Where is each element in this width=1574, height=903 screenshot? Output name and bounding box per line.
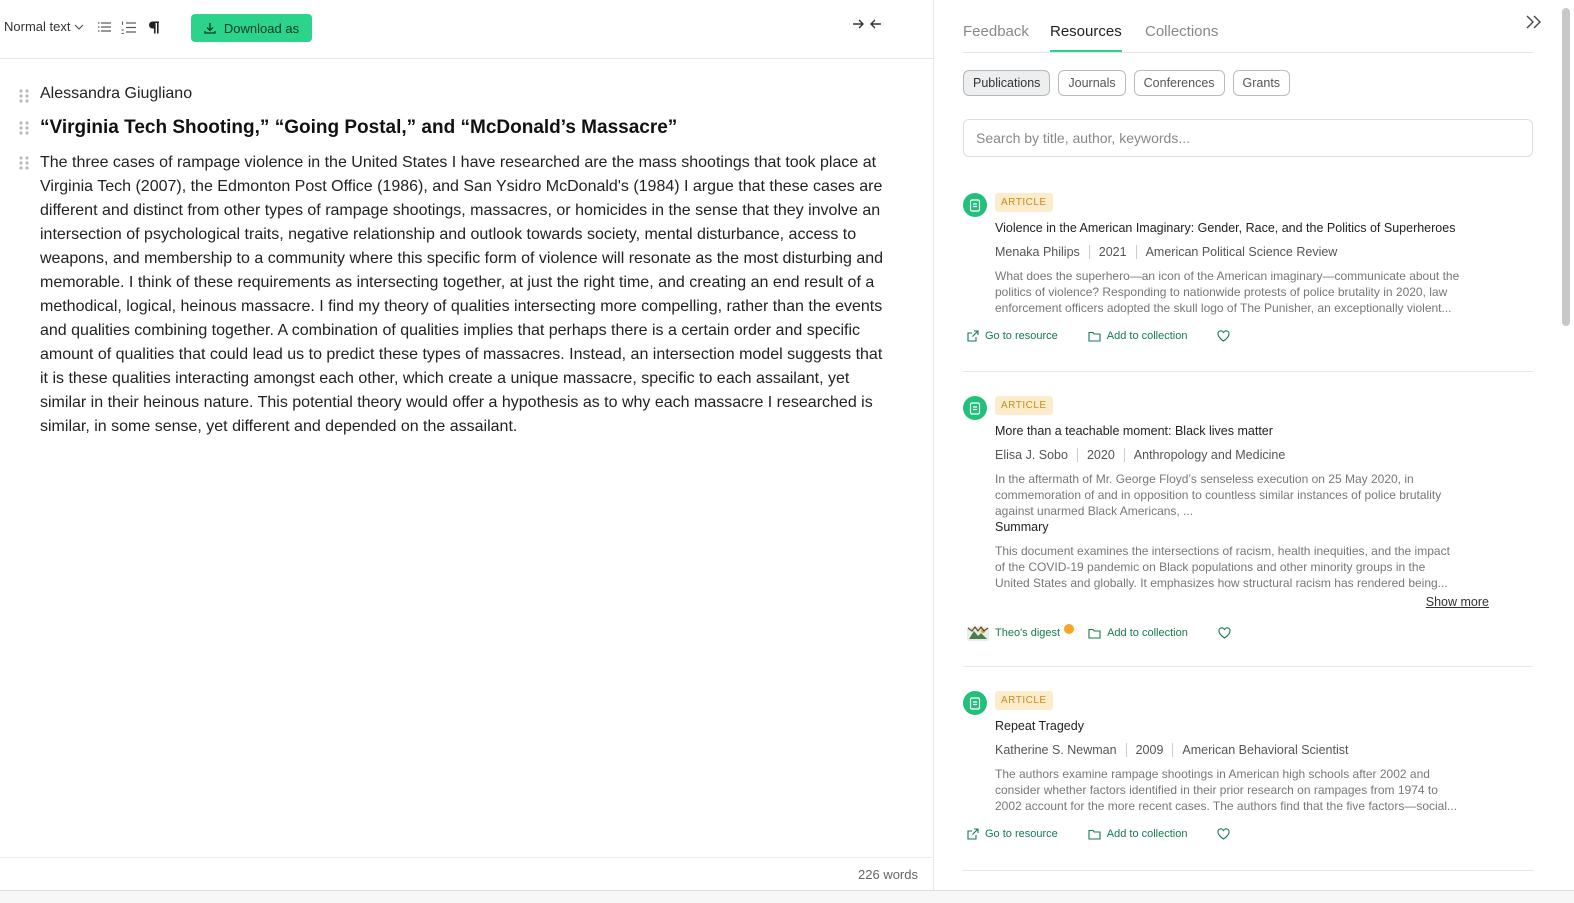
add-to-collection-label: Add to collection [1107,627,1188,639]
go-to-resource-label: Go to resource [985,828,1058,840]
result-year: 2009 [1135,743,1164,757]
result-title[interactable]: More than a teachable moment: Black lives matter [995,424,1273,438]
resources-panel [935,0,1574,890]
result-title[interactable]: Repeat Tragedy [995,719,1084,733]
download-icon [204,22,216,34]
text-style-label: Normal text [4,19,71,34]
editor-footer [0,857,934,890]
result-meta [995,743,1348,757]
tab-resources[interactable]: Resources [1050,23,1122,40]
tab-feedback[interactable]: Feedback [963,23,1029,40]
favorite-button[interactable] [1217,828,1230,840]
go-to-resource-label: Go to resource [985,330,1058,342]
result-venue: American Political Science Review [1145,245,1338,259]
document-author[interactable]: Alessandra Giugliano [40,85,193,102]
result-author: Menaka Philips [995,245,1080,259]
resource-search-input[interactable] [963,119,1533,157]
panel-tabs [963,0,1533,53]
chip-publications[interactable]: Publications [963,70,1050,96]
result-venue: American Behavioral Scientist [1182,743,1349,757]
add-to-collection-button[interactable] [1088,627,1188,639]
result-actions [967,828,1230,840]
summary-line: This document examines the intersections of racism, health inequities, and the impact [995,544,1450,558]
result-author: Elisa J. Sobo [995,448,1068,462]
drag-handle-icon[interactable] [18,155,30,171]
download-as-button[interactable] [191,14,312,42]
bottom-bar [0,890,1574,903]
document-icon [963,193,987,217]
abstract-line: In the aftermath of Mr. George Floyd’s senseless execution on 25 May 2020, in [995,472,1414,486]
paragraph-mark-icon[interactable] [146,18,162,36]
heart-icon [1217,828,1230,840]
paragraph-line: similar in their heinous nature. This potential theory would offer a hypothesis as to why each massacre I researched is [40,394,873,411]
chip-journals[interactable]: Journals [1058,70,1125,96]
digest-label: Theo's digest [995,627,1061,639]
favorite-button[interactable] [1218,627,1231,639]
digest-button[interactable] [967,625,1074,641]
download-as-label: Download as [223,20,300,36]
result-abstract [995,268,1493,316]
scrollbar-thumb[interactable] [1562,8,1570,326]
document-paragraph[interactable] [40,151,906,439]
heart-icon [1217,330,1230,342]
word-count: 226 words [858,867,918,882]
summary-line: United States and globally. It emphasizes how structural racism has rendered being... [995,576,1448,590]
add-to-collection-button[interactable] [1088,828,1188,840]
notification-dot [1064,624,1074,634]
abstract-line: commemoration of and in opposition to countless similar instances of police brutality [995,488,1442,502]
result-venue: Anthropology and Medicine [1133,448,1286,462]
summary-heading: Summary [995,520,1049,534]
result-card [963,691,1533,871]
resource-type-filters [963,70,1290,96]
paragraph-line: it is these qualities interacting amongst each other, which create a unique massacre, specific to each assailant, yet [40,370,850,387]
text-style-dropdown[interactable] [4,19,84,34]
panel-scrollbar[interactable] [1561,0,1571,890]
show-more-link[interactable]: Show more [1425,595,1489,609]
drag-handle-icon[interactable] [18,120,30,136]
result-summary [995,543,1493,591]
paragraph-line: Virginia Tech (2007), the Edmonton Post Office (1986), and San Ysidro McDonald's (1984) I argue that these cases are [40,178,883,195]
result-actions [967,330,1230,342]
bullet-list-icon[interactable] [97,18,113,36]
result-card [963,193,1533,372]
go-to-resource-button[interactable] [967,330,1058,342]
tab-collections[interactable]: Collections [1145,23,1219,40]
abstract-line: The authors examine rampage shootings in American high schools after 2002 and [995,767,1430,781]
folder-icon [1088,628,1101,639]
abstract-line: What does the superhero—an icon of the American imaginary—communicate about the [995,269,1460,283]
document-icon [963,396,987,420]
document-icon [963,691,987,715]
go-to-resource-button[interactable] [967,828,1058,840]
add-to-collection-label: Add to collection [1106,330,1188,342]
article-badge: ARTICLE [995,691,1053,710]
drag-handle-icon[interactable] [18,88,30,104]
folder-icon [1088,829,1101,840]
folder-icon [1088,331,1101,342]
abstract-line: against unarmed Black Americans, ... [995,504,1194,518]
chip-conferences[interactable]: Conferences [1134,70,1225,96]
result-card [963,396,1533,667]
paragraph-line: different and distinct from other types of rampage shootings, massacres, or homicides in the sense that they involve an [40,202,881,219]
result-actions [967,625,1231,641]
abstract-line: consider whether factors identified in their prior research on rampages from 1974 to [995,783,1438,797]
abstract-line: enforcement officers adopted the skull logo of The Punisher, an exceptionally violent... [995,301,1452,315]
collapse-width-icon[interactable] [851,16,883,32]
favorite-button[interactable] [1217,330,1230,342]
chevron-down-icon [74,24,84,30]
paragraph-line: memorable. I think of these requirements as intersecting together, at just the right time, and creating an end result of a [40,274,875,291]
abstract-line: politics of violence? Responding to nationwide protests of police brutality in 2020, law [995,285,1448,299]
result-year: 2020 [1086,448,1115,462]
digest-avatar-icon [967,625,989,641]
article-badge: ARTICLE [995,396,1053,415]
paragraph-line: and qualities combining together. A combination of qualities implies that perhaps there is a certain order and specific [40,322,861,339]
editor-toolbar [0,0,934,59]
paragraph-line: The three cases of rampage violence in the United States I have researched are the mass shootings that took place at [40,154,877,171]
result-meta [995,245,1337,259]
add-to-collection-button[interactable] [1088,330,1188,342]
external-link-icon [967,330,979,342]
numbered-list-icon[interactable] [120,18,136,36]
paragraph-line: methodical, logical, heinous massacre. I find my theory of qualities intersecting more compelling, rather than the events [40,298,883,315]
paragraph-line: similar, in some sense, yet different and depended on the assailant. [40,418,518,435]
add-to-collection-label: Add to collection [1106,828,1188,840]
paragraph-line: intersection of psychological traits, negative relationship and outlook towards society, mental disturbance, access to [40,226,857,243]
collapse-panel-icon[interactable] [1525,14,1543,30]
result-author: Katherine S. Newman [995,743,1117,757]
document-title[interactable]: “Virginia Tech Shooting,” “Going Postal,” and “McDonald’s Massacre” [40,117,678,138]
result-year: 2021 [1098,245,1127,259]
summary-line: of the COVID-19 pandemic on Black populations and other minority groups in the [995,560,1426,574]
result-abstract [995,471,1493,519]
article-badge: ARTICLE [995,193,1053,212]
abstract-line: 2002 account for the more recent cases. The authors find that the five factors—social... [995,799,1458,813]
heart-icon [1218,627,1231,639]
result-abstract [995,766,1493,814]
paragraph-line: weapons, and membership to a community where this specific form of violence will resonate as the most disturbing and [40,250,884,267]
chip-grants[interactable]: Grants [1233,70,1291,96]
external-link-icon [967,828,979,840]
result-title[interactable]: Violence in the American Imaginary: Gender, Race, and the Politics of Superheroes [995,221,1456,235]
result-meta [995,448,1285,462]
paragraph-line: amount of qualities that could lead us to predict these types of massacres. Instead, an intersection model suggests that [40,346,883,363]
